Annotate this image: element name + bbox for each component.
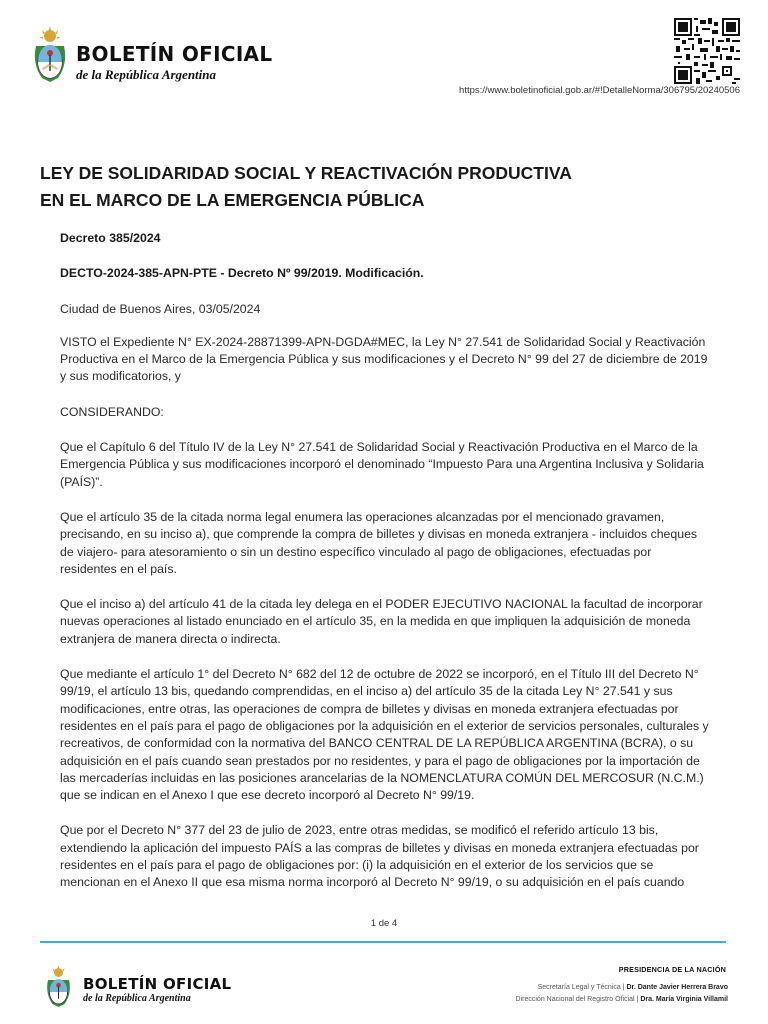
paragraph-considerando: CONSIDERANDO: [60,404,164,419]
footer-brand-title: BOLETÍN OFICIAL [83,975,232,993]
paragraph: Que mediante el artículo 1° del Decreto N° 682 del 12 de octubre de 2022 se incorporó, en el Título III del Decreto N° 99/19, el artículo 13 bis, quedando comprendidas, en el inciso a) del artículo 35 de la citada Ley N° 27.541 y sus modificaciones, entre otras, las operaciones de compra de billetes y divisas en moneda extranjera efectuadas por residentes en el país para el pago de obligaciones por la adquisición en el exterior de servicios personales, culturales y recreativos, de conformidad con la normativa del BANCO CENTRAL DE LA REPÚBLICA ARGENTINA (BCRA), o su adquisición en el país cuando sean prestados por no residentes, y para el pago de obligaciones por la importación de las mercaderías incluidas en las posiciones arancelarias de la NOMENCLATURA COMÚN DEL MERCOSUR (N.C.M.) que se indican en el Anexo I que ese decreto incorporó al Decreto N° 99/19. [60,667,709,803]
credit-name: Dra. María Virginia Villamil [640,996,728,1003]
footer-credit-legal: Secretaría Legal y Técnica | Dr. Dante Javier Herrera Bravo [537,984,728,991]
document-title [40,160,700,214]
paragraph: Que el artículo 35 de la citada norma legal enumera las operaciones alcanzadas por el mencionado gravamen, precisando, en su inciso a), que comprende la compra de billetes y divisas en moneda extranjera - incluidos cheques de viajero- para atesoramiento o sin un destino específico vinculado al pago de obligaciones, efectuadas por residentes en el país. [60,509,698,576]
argentina-coat-of-arms-icon [28,24,72,84]
footer-divider [40,941,726,943]
place-date: Ciudad de Buenos Aires, 03/05/2024 [60,301,261,316]
decree-code: DECTO-2024-385-APN-PTE - Decreto Nº 99/2019. Modificación. [60,266,424,281]
title-line-1: LEY DE SOLIDARIDAD SOCIAL Y REACTIVACIÓN PRODUCTIVA [40,163,572,183]
page-number: 1 de 4 [370,918,398,929]
footer-credit-registro: Dirección Nacional del Registro Oficial | Dra. María Virginia Villamil [515,996,728,1003]
paragraph-visto: VISTO el Expediente N° EX-2024-28871399-APN-DGDA#MEC, la Ley N° 27.541 de Solidaridad Social y Reactivación Productiva en el Marco de la Emergencia Pública y sus modificaciones y el Decreto N° 99 del 27 de diciembre de 2019 y sus modificatorios, y [60,334,708,384]
paragraph: Que el inciso a) del artículo 41 de la citada ley delega en el PODER EJECUTIVO NACIONAL la facultad de incorporar nuevas operaciones al listado enunciado en el artículo 35, en la medida en que impliquen la adquisición de moneda extranjera de manera directa o indirecta. [60,597,703,646]
credit-name: Dr. Dante Javier Herrera Bravo [626,984,728,991]
document-body [60,230,710,910]
brand-subtitle: de la República Argentina [76,67,216,82]
paragraph: Que por el Decreto N° 377 del 23 de julio de 2023, entre otras medidas, se modificó el referido artículo 13 bis, extendiendo la aplicación del impuesto PAÍS a las compras de billetes y divisas en moneda extranjera efectuadas por residentes en el país para el pago de obligaciones por: (i) la adquisición en el exterior de los servicios que se mencionan en el Anexo II que esa misma norma incorporó al Decreto N° 99/19, o su adquisición en el país cuando [60,823,699,890]
document-header [28,20,740,100]
argentina-coat-of-arms-icon [42,962,75,1010]
decree-number: Decreto 385/2024 [60,231,161,245]
brand-title: BOLETÍN OFICIAL [76,42,273,66]
title-line-2: EN EL MARCO DE LA EMERGENCIA PÚBLICA [40,190,425,210]
paragraph: Que el Capítulo 6 del Título IV de la Ley N° 27.541 de Solidaridad Social y Reactivación Productiva en el Marco de la Emergencia Pública y sus modificaciones incorporó el denominado “Impuesto Para una Argentina Inclusiva y Solidaria (PAÍS)”. [60,440,704,489]
presidencia-label: PRESIDENCIA DE LA NACIÓN [618,965,726,974]
document-url[interactable]: https://www.boletinoficial.gob.ar/#!DetalleNorma/306795/20240506 [459,85,740,96]
credit-role: Secretaría Legal y Técnica [537,984,621,991]
credit-role: Dirección Nacional del Registro Oficial [515,996,635,1003]
qr-code-icon [674,18,740,84]
footer-brand-subtitle: de la República Argentina [83,993,191,1004]
